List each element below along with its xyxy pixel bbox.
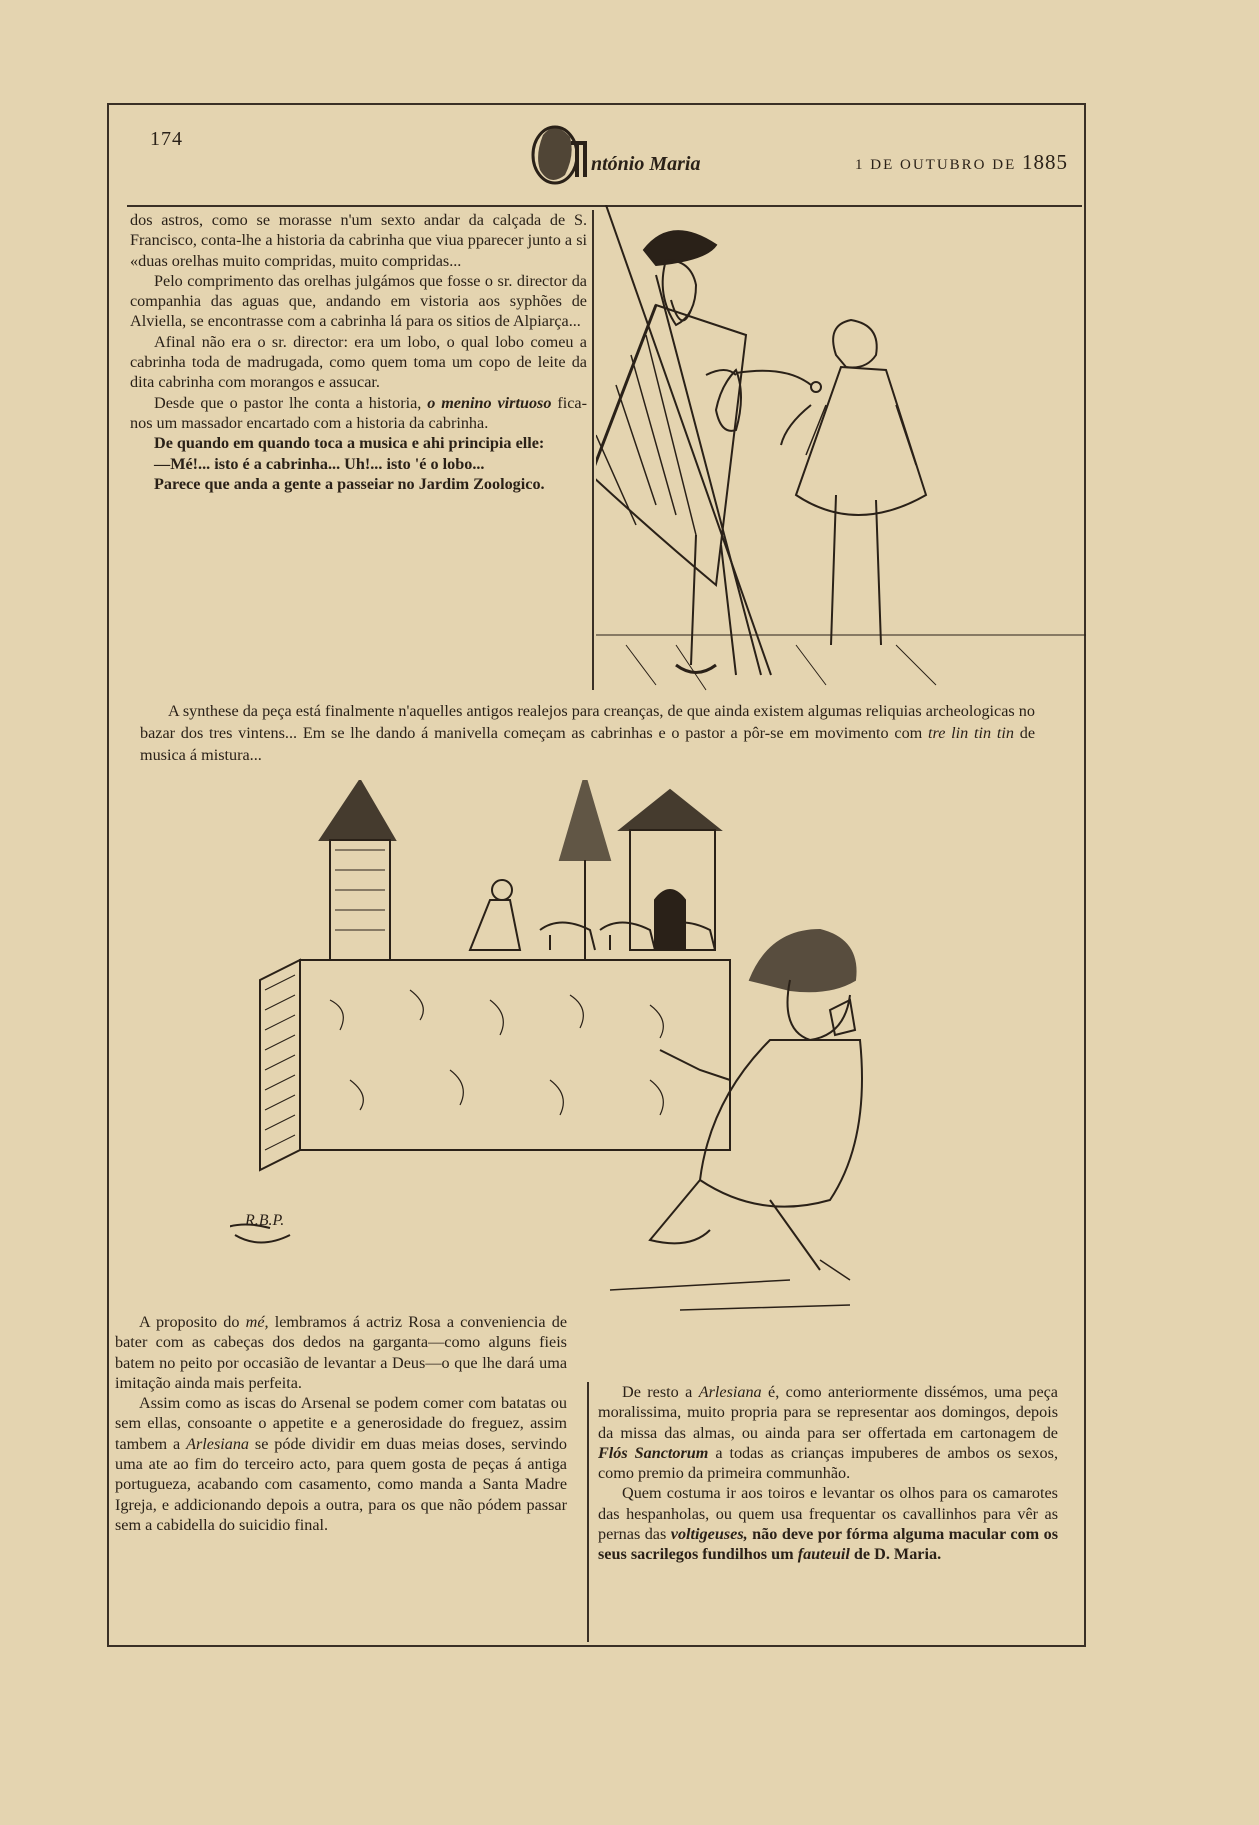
paragraph: —Mé!... isto é a cabrinha... Uh!... isto 'é o lobo... — [154, 454, 485, 473]
article-column-bottom-right — [598, 1382, 1058, 1565]
paragraph — [130, 393, 587, 434]
paragraph-part: A proposito do — [139, 1313, 240, 1331]
paragraph-part: se póde dividir em duas meias doses, servindo uma ate ao fim do terceiro acto, para quem gosta de peças á antiga portugueza, acabando com casamento, como manda a Santa Madre Igreja, e addicionando depois a outra, para os que não pódem passar sem a cabidella do suicidio final. — [115, 1434, 568, 1534]
paragraph-part: fica-nos um massador encartado com a historia da cabrinha. — [130, 393, 587, 432]
paragraph: Parece que anda a gente a passeiar no Jardim Zoologico. — [154, 474, 545, 493]
italic-phrase: Flós Sanctorum — [598, 1443, 709, 1462]
paragraph-part: Desde que o pastor lhe conta a historia, — [154, 393, 422, 412]
page-number: 174 — [150, 128, 183, 150]
italic-phrase: Arlesiana — [186, 1434, 250, 1453]
paragraph-part: de D. Maria. — [853, 1545, 942, 1564]
paragraph — [598, 1382, 1058, 1483]
paragraph-part: Assim como as iscas do Arsenal se podem comer com batatas ou sem ellas, consoante o appetite e a generosidade do freguez, assim tambem a — [115, 1394, 567, 1453]
paragraph: Afinal não era o sr. director: era um lobo, o qual lobo comeu a cabrinha toda de madrugada, como quem toma um copo de leite da dita cabrinha com morangos e assucar. — [130, 332, 587, 392]
italic-phrase: fauteuil — [797, 1545, 850, 1564]
paragraph: Pelo comprimento das orelhas julgámos que fosse o sr. director da companhia das aguas que, andando em vistoria aos syphões de Alviella, se encontrasse com a cabrinha lá para os sitios de Alpiarça... — [130, 271, 587, 331]
masthead-logo — [525, 115, 755, 195]
paragraph-part: Quem costuma ir aos toiros e levantar os olhos para os camarotes das hespanholas, ou quem usa frequentar os cavallinhos para vêr as pernas das — [598, 1484, 1058, 1544]
issue-date-text: 1 DE OUTUBRO DE — [855, 157, 1017, 173]
illustration-music-box-and-actress — [230, 780, 1090, 1380]
paragraph-part: não deve por fórma alguma macular com os seus sacrilegos fundilhos um — [598, 1525, 1059, 1564]
paragraph — [115, 1393, 567, 1535]
svg-text:R.B.P.: R.B.P. — [245, 1212, 285, 1229]
italic-phrase: voltigeuses, — [670, 1525, 748, 1544]
paragraph-part: a todas as crianças impuberes de ambos os sexos, como premio da primeira communhão. — [598, 1443, 1058, 1483]
paragraph: De quando em quando toca a musica e ahi principia elle: — [154, 434, 545, 453]
issue-date — [855, 150, 1068, 175]
paragraph — [140, 700, 1035, 766]
column-divider — [592, 210, 594, 690]
paragraph-part: é, como anteriormente dissémos, uma peça moralissima, muito propria para se representar aos domingos, depois da missa das almas, ou ainda para ser offertada em cartonagem de — [598, 1383, 1058, 1442]
paragraph-part: De resto a — [622, 1383, 693, 1401]
article-fullwidth-paragraph — [140, 700, 1035, 766]
paragraph — [115, 1312, 567, 1393]
paragraph-part: A synthese da peça está finalmente n'aquelles antigos realejos para creanças, de que ainda existem algumas reliquias archeologicas no bazar dos tres vintens... Em se lhe dando á manivella começam as cabrinhas e o pastor a pôr-se em movimento com — [140, 702, 1035, 742]
italic-phrase: Arlesiana — [698, 1383, 762, 1401]
paragraph-part: de musica á mistura... — [140, 724, 1036, 764]
paragraph: dos astros, como se morasse n'um sexto andar da calçada de S. Francisco, conta-lhe a historia da cabrinha que viua pparecer junto a si «duas orelhas muito compridas, muito compridas... — [130, 211, 587, 270]
paragraph-part: lembramos á actriz Rosa a conveniencia de bater com as cabeças dos dedos na garganta—como alguns fieis batem no peito por occasião de levantar a Deus—o que lhe dará uma imitação ainda mais perfeita. — [115, 1313, 568, 1392]
svg-text:ntónio Maria: ntónio Maria — [591, 153, 701, 175]
italic-phrase: mé, — [245, 1313, 269, 1331]
paragraph — [598, 1483, 1058, 1564]
issue-year: 1885 — [1022, 150, 1068, 174]
illustration-shepherd-and-boy — [596, 205, 1086, 695]
article-column-top-left — [130, 210, 587, 494]
italic-phrase: tre lin tin tin — [928, 724, 1014, 742]
italic-phrase: o menino virtuoso — [427, 393, 552, 412]
article-column-bottom-left — [115, 1312, 567, 1535]
column-divider — [587, 1382, 589, 1642]
